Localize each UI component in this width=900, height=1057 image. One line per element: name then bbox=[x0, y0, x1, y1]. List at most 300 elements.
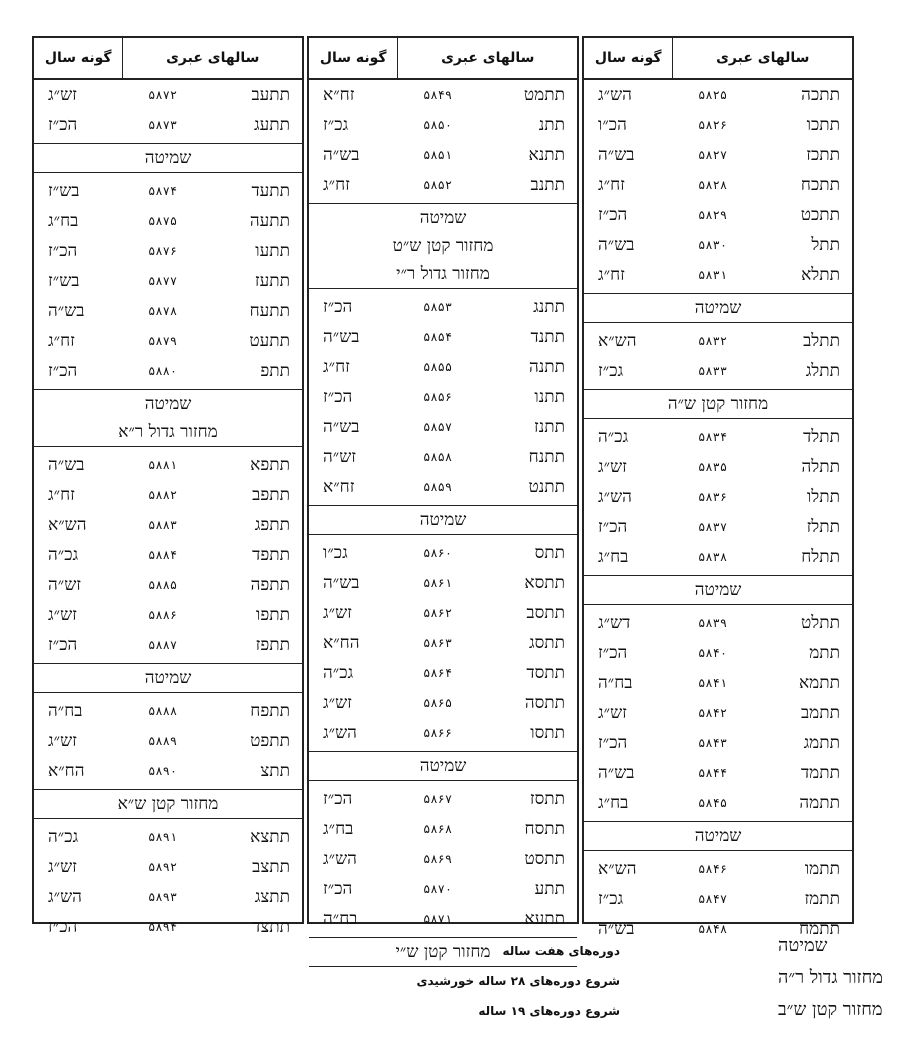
hebrew-year: תתצ bbox=[260, 761, 290, 781]
gregorian-number: ۵۸۳۴ bbox=[698, 430, 728, 444]
hebrew-year: תתצג bbox=[254, 887, 290, 907]
cycle-separator bbox=[584, 293, 852, 323]
gregorian-number: ۵۸۳۸ bbox=[698, 550, 728, 564]
table-row bbox=[584, 110, 852, 140]
table-row bbox=[584, 788, 852, 818]
separator-label: שמיטה bbox=[694, 580, 742, 600]
cycle-separator bbox=[34, 143, 302, 173]
hebrew-year: תתלה bbox=[801, 457, 840, 477]
hebrew-year: תתסט bbox=[524, 849, 565, 869]
hebrew-year: תתנט bbox=[528, 477, 565, 497]
year-type: זח״ג bbox=[323, 357, 350, 377]
gregorian-number: ۵۸۸۴ bbox=[148, 548, 178, 562]
gregorian-number: ۵۸۳۱ bbox=[698, 268, 728, 282]
gregorian-number: ۵۸۶۴ bbox=[423, 666, 453, 680]
year-type: בח״ג bbox=[598, 793, 629, 813]
table-row bbox=[34, 630, 302, 660]
year-type: הש״ג bbox=[48, 887, 82, 907]
year-type: בש״ה bbox=[48, 455, 85, 475]
separator-label: שמיטה bbox=[419, 208, 467, 228]
hebrew-year: תתסח bbox=[524, 819, 565, 839]
hebrew-year: תתלז bbox=[806, 517, 840, 537]
table-row bbox=[34, 510, 302, 540]
year-type: בש״ה bbox=[323, 145, 360, 165]
hebrew-year: תתכט bbox=[800, 205, 840, 225]
table-row bbox=[309, 538, 577, 568]
hebrew-year: תתס bbox=[534, 543, 565, 563]
year-type: הש״ג bbox=[323, 849, 357, 869]
gregorian-number: ۵۸۹۰ bbox=[148, 764, 178, 778]
gregorian-number: ۵۸۷۶ bbox=[148, 244, 178, 258]
table-row bbox=[309, 80, 577, 110]
gregorian-number: ۵۸۴۷ bbox=[698, 892, 728, 906]
year-type: בש״ה bbox=[598, 235, 635, 255]
header-year-type: گونه سال bbox=[584, 38, 673, 78]
gregorian-number: ۵۸۷۱ bbox=[423, 912, 453, 926]
hebrew-year: תתעו bbox=[255, 241, 290, 261]
gregorian-number: ۵۸۶۸ bbox=[423, 822, 453, 836]
year-type: הש״א bbox=[598, 331, 637, 351]
hebrew-year: תתפח bbox=[250, 701, 290, 721]
year-type: הש״א bbox=[598, 859, 637, 879]
hebrew-year: תתמז bbox=[804, 889, 840, 909]
table-row bbox=[309, 874, 577, 904]
table-row bbox=[584, 170, 852, 200]
hebrew-year: תתנו bbox=[534, 387, 565, 407]
table-row bbox=[309, 814, 577, 844]
year-type: גכ״ה bbox=[48, 545, 79, 565]
hebrew-year: תתלא bbox=[801, 265, 840, 285]
gregorian-number: ۵۸۸۳ bbox=[148, 518, 178, 532]
hebrew-year: תתמט bbox=[523, 85, 565, 105]
cycle-separator bbox=[309, 203, 577, 289]
year-type: זש״ג bbox=[323, 603, 352, 623]
table-row bbox=[34, 110, 302, 140]
hebrew-year: תתמב bbox=[800, 703, 840, 723]
year-type: גכ״ז bbox=[323, 115, 349, 135]
table-row bbox=[584, 452, 852, 482]
year-type: הכ״ז bbox=[48, 635, 78, 655]
gregorian-number: ۵۸۵۵ bbox=[423, 360, 453, 374]
year-type: הכ״ז bbox=[323, 297, 353, 317]
hebrew-year: תתעה bbox=[249, 211, 290, 231]
gregorian-number: ۵۸۷۷ bbox=[148, 274, 178, 288]
year-type: גכ״ז bbox=[598, 889, 624, 909]
year-type: גכ״ה bbox=[598, 427, 629, 447]
notes bbox=[370, 944, 620, 1034]
gregorian-number: ۵۸۳۵ bbox=[698, 460, 728, 474]
hebrew-year: תתנג bbox=[533, 297, 565, 317]
gregorian-number: ۵۸۴۰ bbox=[698, 646, 728, 660]
year-type: גכ״ה bbox=[323, 663, 354, 683]
table-row bbox=[34, 540, 302, 570]
gregorian-number: ۵۸۳۳ bbox=[698, 364, 728, 378]
year-type: הכ״ז bbox=[48, 241, 78, 261]
table-row bbox=[309, 568, 577, 598]
separator-label: שמיטה bbox=[419, 510, 467, 530]
year-type: גכ״ו bbox=[323, 543, 348, 563]
note-seven-year: دوره‌های هفت ساله bbox=[502, 944, 620, 958]
header-year-type: گونه سال bbox=[309, 38, 398, 78]
table-row bbox=[584, 482, 852, 512]
hebrew-year: תתמג bbox=[803, 733, 840, 753]
gregorian-number: ۵۸۹۳ bbox=[148, 890, 178, 904]
table-row bbox=[309, 140, 577, 170]
table-row bbox=[584, 728, 852, 758]
table-row bbox=[584, 512, 852, 542]
hebrew-year: תתע bbox=[534, 879, 565, 899]
gregorian-number: ۵۸۸۱ bbox=[148, 458, 178, 472]
year-type: זש״ג bbox=[598, 457, 627, 477]
gregorian-number: ۵۸۷۵ bbox=[148, 214, 178, 228]
gregorian-number: ۵۸۷۲ bbox=[148, 88, 178, 102]
year-type: בש״ז bbox=[48, 181, 80, 201]
cycle-separator bbox=[34, 789, 302, 819]
hebrew-year: תתלט bbox=[801, 613, 840, 633]
hebrew-year: תתעג bbox=[254, 115, 290, 135]
separator-label: שמיטה bbox=[144, 394, 192, 414]
hebrew-year: תתמו bbox=[804, 859, 840, 879]
hebrew-year: תתמה bbox=[799, 793, 840, 813]
gregorian-number: ۵۸۹۴ bbox=[148, 920, 178, 934]
year-type: בש״ה bbox=[323, 417, 360, 437]
year-type: זש״ג bbox=[48, 85, 77, 105]
gregorian-number: ۵۸۲۵ bbox=[698, 88, 728, 102]
hebrew-year: תתכו bbox=[806, 115, 840, 135]
gregorian-number: ۵۸۵۳ bbox=[423, 300, 453, 314]
hebrew-year: תתפד bbox=[252, 545, 290, 565]
table-row bbox=[34, 726, 302, 756]
year-type: הכ״ז bbox=[598, 733, 628, 753]
gregorian-number: ۵۸۸۶ bbox=[148, 608, 178, 622]
table-row bbox=[584, 422, 852, 452]
hebrew-year: תתפא bbox=[250, 455, 290, 475]
gregorian-number: ۵۸۵۸ bbox=[423, 450, 453, 464]
gregorian-number: ۵۸۶۲ bbox=[423, 606, 453, 620]
hebrew-year: תתנח bbox=[528, 447, 565, 467]
year-type: זח״ג bbox=[598, 265, 625, 285]
table-row bbox=[309, 628, 577, 658]
table-row bbox=[309, 170, 577, 200]
gregorian-number: ۵۸۸۲ bbox=[148, 488, 178, 502]
table-row bbox=[309, 784, 577, 814]
year-type: הכ״ו bbox=[598, 115, 627, 135]
gregorian-number: ۵۸۸۵ bbox=[148, 578, 178, 592]
table-row bbox=[309, 352, 577, 382]
year-type: הש״ג bbox=[598, 85, 632, 105]
hebrew-year: תתסב bbox=[526, 603, 565, 623]
gregorian-number: ۵۸۸۸ bbox=[148, 704, 178, 718]
year-type: הכ״ז bbox=[48, 917, 78, 937]
hebrew-year: תתפו bbox=[256, 605, 290, 625]
hebrew-year: תתכז bbox=[806, 145, 840, 165]
year-type: זח״ג bbox=[323, 175, 350, 195]
gregorian-number: ۵۸۵۷ bbox=[423, 420, 453, 434]
hebrew-year: תתנד bbox=[530, 327, 565, 347]
table-row bbox=[309, 110, 577, 140]
year-type: הכ״ז bbox=[598, 205, 628, 225]
table-row bbox=[584, 200, 852, 230]
hebrew-year: תתמא bbox=[798, 673, 840, 693]
table-row bbox=[34, 266, 302, 296]
year-type: זש״ג bbox=[48, 731, 77, 751]
legend-big-cycle: מחזור גדול ר״ה bbox=[778, 967, 883, 988]
separator-label: שמיטה bbox=[419, 756, 467, 776]
gregorian-number: ۵۸۴۸ bbox=[698, 922, 728, 936]
year-type: הכ״ז bbox=[48, 361, 78, 381]
table-row bbox=[584, 884, 852, 914]
gregorian-number: ۵۸۷۹ bbox=[148, 334, 178, 348]
header-hebrew-years: سالهای عبری bbox=[441, 50, 535, 66]
year-type: זש״ה bbox=[48, 575, 82, 595]
year-type: בח״ג bbox=[48, 211, 79, 231]
table-row bbox=[34, 756, 302, 786]
table-row bbox=[584, 140, 852, 170]
hebrew-year: תתלד bbox=[803, 427, 840, 447]
year-type: בח״ה bbox=[323, 909, 358, 929]
table-row bbox=[309, 322, 577, 352]
separator-label: שמיטה bbox=[144, 668, 192, 688]
gregorian-number: ۵۸۵۹ bbox=[423, 480, 453, 494]
year-type: בש״ה bbox=[598, 145, 635, 165]
gregorian-number: ۵۸۶۳ bbox=[423, 636, 453, 650]
table-row bbox=[309, 904, 577, 934]
cycle-separator bbox=[584, 821, 852, 851]
hebrew-year: תתמ bbox=[809, 643, 840, 663]
separator-label: שמיטה bbox=[694, 826, 742, 846]
hebrew-year: תתמח bbox=[799, 919, 840, 939]
separator-label: מחזור קטן ש״ה bbox=[667, 394, 769, 414]
hebrew-year: תתנב bbox=[530, 175, 565, 195]
table-row bbox=[584, 542, 852, 572]
gregorian-number: ۵۸۷۰ bbox=[423, 882, 453, 896]
gregorian-number: ۵۸۷۸ bbox=[148, 304, 178, 318]
year-type: הכ״ז bbox=[598, 643, 628, 663]
table-row bbox=[34, 326, 302, 356]
table-row bbox=[309, 382, 577, 412]
table-row bbox=[34, 80, 302, 110]
hebrew-year: תתפג bbox=[254, 515, 290, 535]
table-row bbox=[34, 570, 302, 600]
year-type: הכ״ז bbox=[323, 387, 353, 407]
gregorian-number: ۵۸۴۶ bbox=[698, 862, 728, 876]
hebrew-year: תתנז bbox=[533, 417, 565, 437]
year-type: בח״ה bbox=[48, 701, 83, 721]
gregorian-number: ۵۸۸۰ bbox=[148, 364, 178, 378]
table-row bbox=[584, 80, 852, 110]
table-row bbox=[34, 822, 302, 852]
note-solar-cycle: شروع دوره‌های ۲۸ ساله خورشیدی bbox=[416, 974, 620, 988]
table-row bbox=[584, 608, 852, 638]
cycle-separator bbox=[34, 389, 302, 447]
gregorian-number: ۵۸۸۹ bbox=[148, 734, 178, 748]
legend-small-cycle: מחזור קטן ש״ב bbox=[778, 999, 883, 1020]
hebrew-year: תתעד bbox=[251, 181, 290, 201]
separator-label: מחזור גדול ר״א bbox=[118, 422, 218, 442]
year-type: זש״ג bbox=[323, 693, 352, 713]
gregorian-number: ۵۸۳۶ bbox=[698, 490, 728, 504]
hebrew-year: תתסו bbox=[530, 723, 565, 743]
year-type: בש״ה bbox=[323, 327, 360, 347]
gregorian-number: ۵۸۲۷ bbox=[698, 148, 728, 162]
hebrew-year: תתסג bbox=[528, 633, 565, 653]
gregorian-number: ۵۸۴۲ bbox=[698, 706, 728, 720]
table-row bbox=[584, 356, 852, 386]
table-row bbox=[309, 292, 577, 322]
table-row bbox=[584, 854, 852, 884]
gregorian-number: ۵۸۳۷ bbox=[698, 520, 728, 534]
column-header bbox=[309, 38, 577, 80]
gregorian-number: ۵۸۶۷ bbox=[423, 792, 453, 806]
table-row bbox=[309, 412, 577, 442]
year-type: זח״ג bbox=[48, 331, 75, 351]
gregorian-number: ۵۸۴۵ bbox=[698, 796, 728, 810]
table-row bbox=[584, 638, 852, 668]
separator-label: מחזור קטן ש״א bbox=[117, 794, 219, 814]
cycle-separator bbox=[309, 505, 577, 535]
table-row bbox=[34, 356, 302, 386]
year-type: הש״ג bbox=[598, 487, 632, 507]
year-type: בח״ה bbox=[598, 673, 633, 693]
hebrew-year: תתפב bbox=[252, 485, 290, 505]
hebrew-year: תתפט bbox=[250, 731, 290, 751]
table-row bbox=[309, 688, 577, 718]
hebrew-year: תתסז bbox=[529, 789, 565, 809]
year-type: הכ״ז bbox=[323, 789, 353, 809]
year-type: בש״ה bbox=[323, 573, 360, 593]
gregorian-number: ۵۸۳۹ bbox=[698, 616, 728, 630]
table-row bbox=[34, 236, 302, 266]
hebrew-year: תתצב bbox=[252, 857, 290, 877]
year-type: הכ״ז bbox=[48, 115, 78, 135]
hebrew-year: תתכח bbox=[800, 175, 840, 195]
hebrew-year: תתנ bbox=[538, 115, 565, 135]
table-row bbox=[34, 912, 302, 942]
gregorian-number: ۵۸۷۳ bbox=[148, 118, 178, 132]
cycle-separator bbox=[34, 663, 302, 693]
year-type: זח״א bbox=[323, 85, 355, 105]
table-row bbox=[584, 326, 852, 356]
table-row bbox=[34, 176, 302, 206]
hebrew-year: תתפז bbox=[255, 635, 290, 655]
table-row bbox=[34, 882, 302, 912]
gregorian-number: ۵۸۴۱ bbox=[698, 676, 728, 690]
gregorian-number: ۵۸۷۴ bbox=[148, 184, 178, 198]
table-row bbox=[34, 480, 302, 510]
note-lunar-cycle: شروع دوره‌های ۱۹ ساله bbox=[478, 1004, 620, 1018]
year-type: הש״א bbox=[48, 515, 87, 535]
separator-label: מחזור גדול ר״י bbox=[396, 264, 490, 284]
hebrew-year: תתצא bbox=[250, 827, 290, 847]
gregorian-number: ۵۸۶۰ bbox=[423, 546, 453, 560]
gregorian-number: ۵۸۲۶ bbox=[698, 118, 728, 132]
gregorian-number: ۵۸۶۶ bbox=[423, 726, 453, 740]
table-row bbox=[34, 696, 302, 726]
column-header bbox=[34, 38, 302, 80]
hebrew-year: תתנא bbox=[528, 145, 565, 165]
gregorian-number: ۵۸۶۹ bbox=[423, 852, 453, 866]
hebrew-year: תתלב bbox=[803, 331, 840, 351]
table-row bbox=[309, 598, 577, 628]
table-row bbox=[309, 658, 577, 688]
gregorian-number: ۵۸۶۵ bbox=[423, 696, 453, 710]
table-row bbox=[584, 698, 852, 728]
gregorian-number: ۵۸۲۸ bbox=[698, 178, 728, 192]
table-row bbox=[34, 600, 302, 630]
hebrew-year: תתעז bbox=[254, 271, 290, 291]
year-type: הש״ג bbox=[323, 723, 357, 743]
table-row bbox=[309, 718, 577, 748]
column-1 bbox=[582, 36, 854, 939]
year-type: זח״ג bbox=[598, 175, 625, 195]
year-type: בש״ה bbox=[598, 763, 635, 783]
year-type: הח״א bbox=[48, 761, 85, 781]
table-row bbox=[584, 230, 852, 260]
gregorian-number: ۵۸۵۴ bbox=[423, 330, 453, 344]
year-type: בש״ה bbox=[598, 919, 635, 939]
year-type: זש״ג bbox=[48, 605, 77, 625]
hebrew-year: תתפה bbox=[250, 575, 290, 595]
gregorian-number: ۵۸۲۹ bbox=[698, 208, 728, 222]
hebrew-year: תתעט bbox=[249, 331, 290, 351]
table-row bbox=[584, 668, 852, 698]
year-type: בח״ג bbox=[598, 547, 629, 567]
hebrew-year: תתעא bbox=[524, 909, 565, 929]
separator-label: מחזור קטן ש״ט bbox=[392, 236, 494, 256]
table-row bbox=[309, 472, 577, 502]
separator-label: שמיטה bbox=[694, 298, 742, 318]
table-row bbox=[309, 844, 577, 874]
column-3 bbox=[32, 36, 304, 937]
year-type: בח״ג bbox=[323, 819, 354, 839]
separator-label: שמיטה bbox=[144, 148, 192, 168]
hebrew-year: תתסה bbox=[524, 693, 565, 713]
hebrew-year: תתל bbox=[811, 235, 840, 255]
year-type: הכ״ז bbox=[598, 517, 628, 537]
column-header bbox=[584, 38, 852, 80]
table-row bbox=[584, 758, 852, 788]
year-type: בש״ז bbox=[48, 271, 80, 291]
legend-shemita: שמיטה bbox=[778, 935, 828, 956]
gregorian-number: ۵۸۹۲ bbox=[148, 860, 178, 874]
year-type: זח״א bbox=[323, 477, 355, 497]
year-type: הח״א bbox=[323, 633, 360, 653]
table-row bbox=[34, 450, 302, 480]
header-year-type: گونه سال bbox=[34, 38, 123, 78]
year-type: זש״ה bbox=[323, 447, 357, 467]
gregorian-number: ۵۸۵۶ bbox=[423, 390, 453, 404]
gregorian-number: ۵۸۳۰ bbox=[698, 238, 728, 252]
year-type: זש״ג bbox=[598, 703, 627, 723]
hebrew-year: תתלח bbox=[801, 547, 840, 567]
table-row bbox=[309, 442, 577, 472]
gregorian-number: ۵۸۴۳ bbox=[698, 736, 728, 750]
table-row bbox=[34, 852, 302, 882]
gregorian-number: ۵۸۵۱ bbox=[423, 148, 453, 162]
year-type: גכ״ז bbox=[598, 361, 624, 381]
year-type: דש״ג bbox=[598, 613, 631, 633]
separator-label: מחזור קטן ש״י bbox=[395, 942, 491, 962]
header-hebrew-years: سالهای عبری bbox=[716, 50, 810, 66]
hebrew-year: תתעב bbox=[251, 85, 290, 105]
hebrew-year: תתפ bbox=[260, 361, 290, 381]
legend bbox=[778, 935, 888, 1031]
hebrew-year: תתלו bbox=[806, 487, 840, 507]
hebrew-year: תתעח bbox=[249, 301, 290, 321]
gregorian-number: ۵۸۸۷ bbox=[148, 638, 178, 652]
table-row bbox=[34, 206, 302, 236]
gregorian-number: ۵۸۴۴ bbox=[698, 766, 728, 780]
